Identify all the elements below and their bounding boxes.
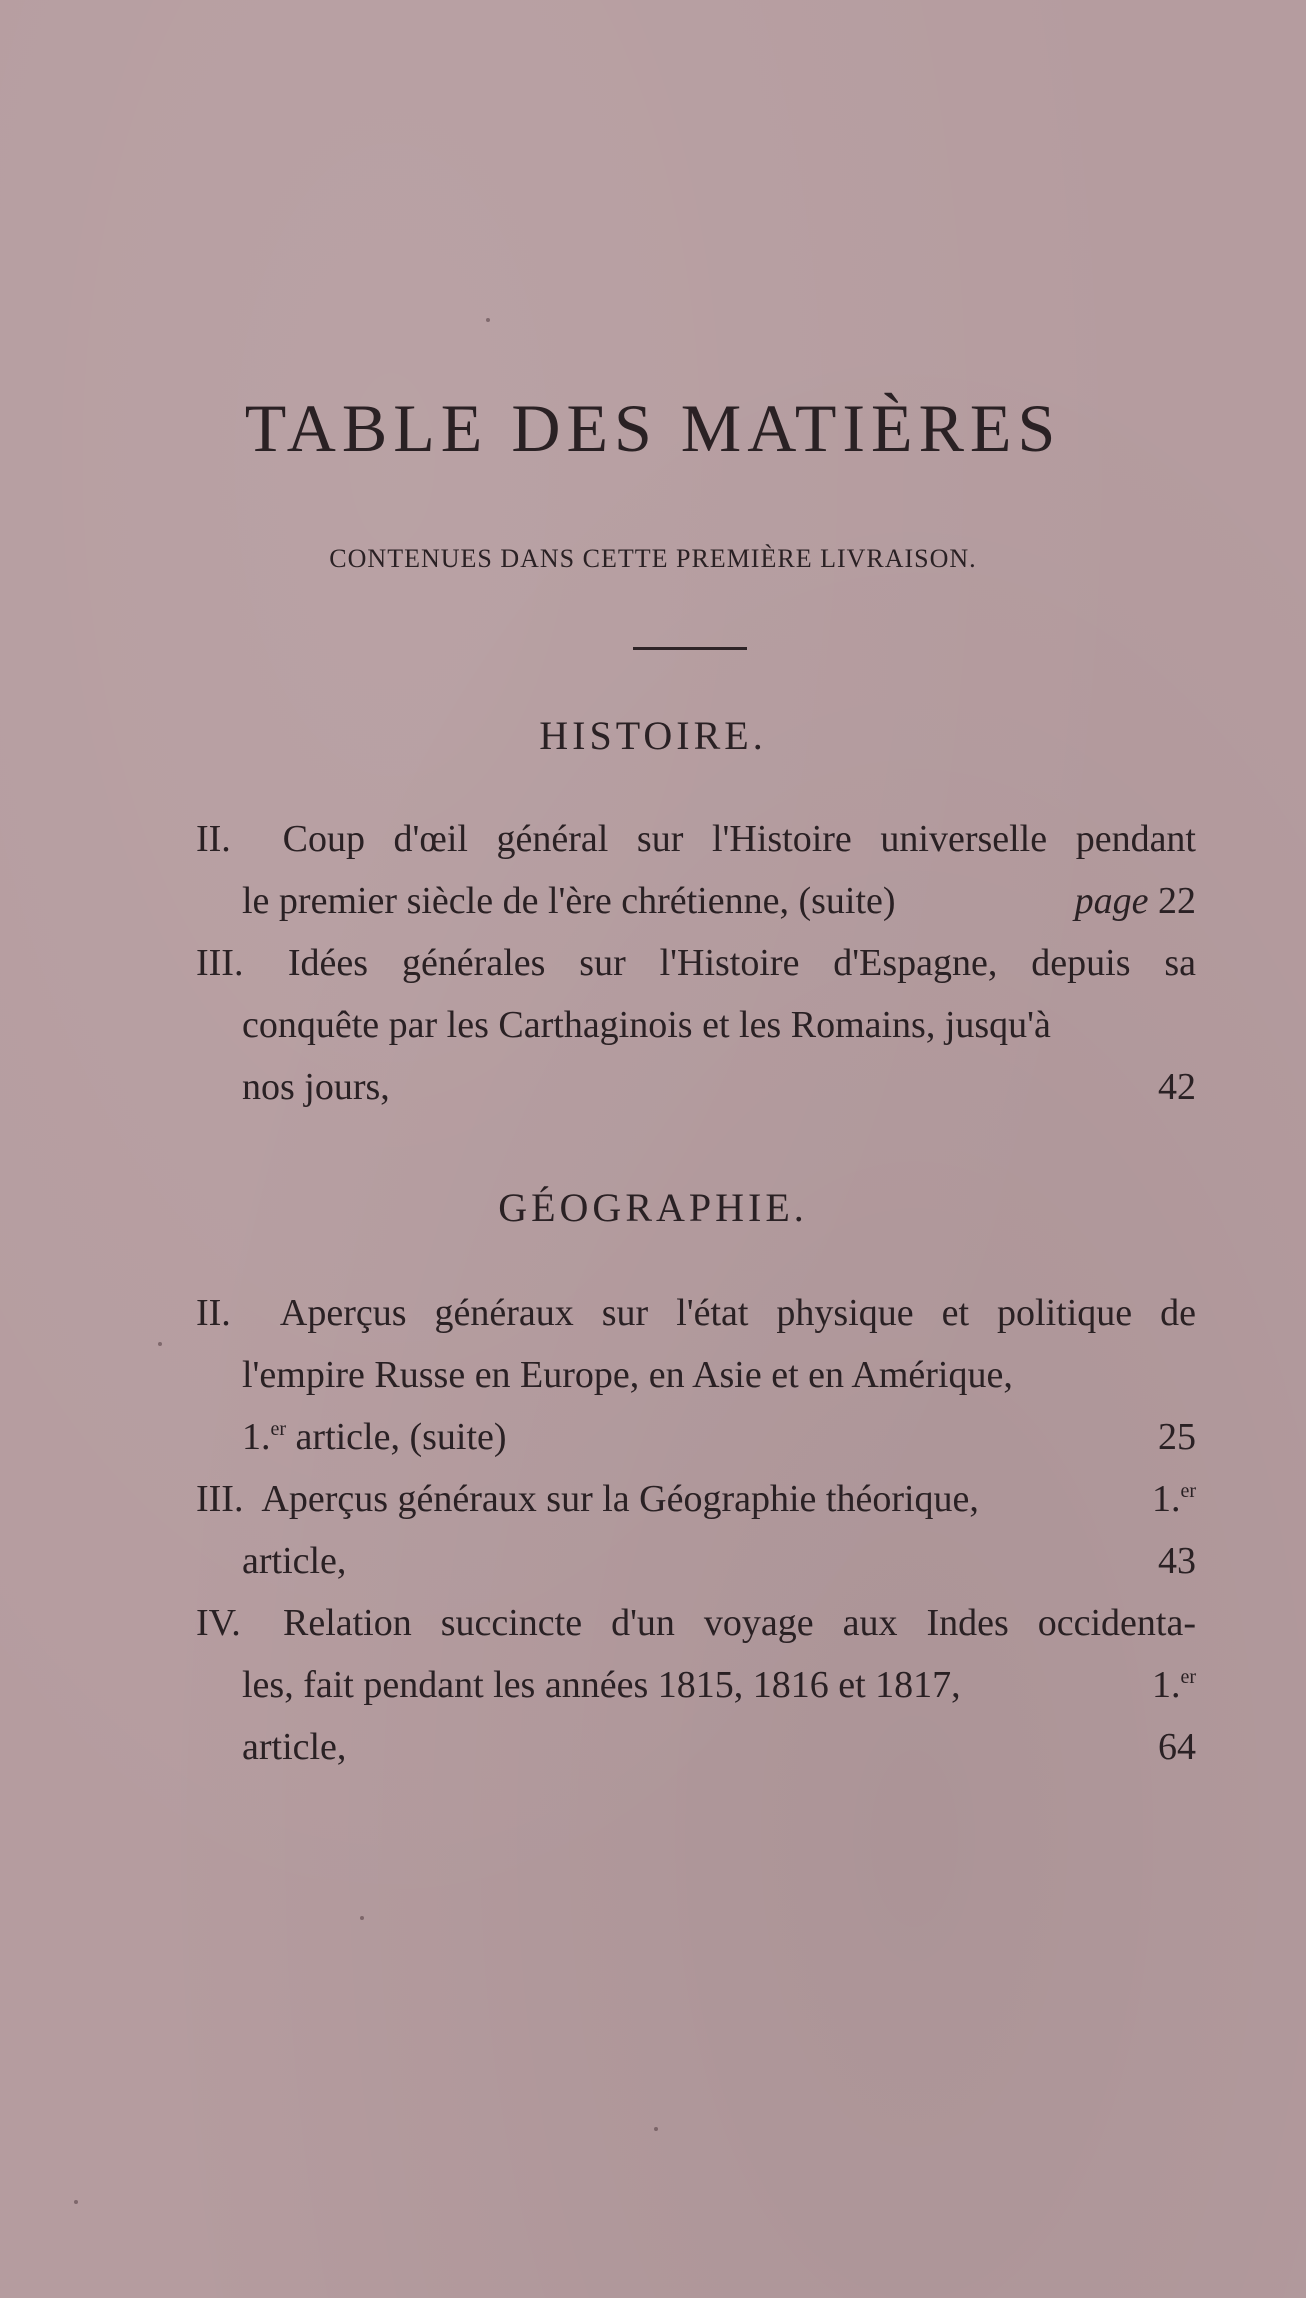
article-ordinal (1152, 1468, 1196, 1530)
entry-text: les, fait pendant les années 1815, 1816 et 1817, (242, 1664, 961, 1706)
entry-text: le premier siècle de l'ère chrétienne, (suite) (242, 880, 896, 922)
entry-text: Aperçus généraux sur la Géographie théorique, (261, 1478, 979, 1520)
entry-number: II. (196, 818, 231, 860)
entry-text: Relation succincte d'un voyage aux Indes occidenta- (282, 1602, 1196, 1644)
paper-speck (654, 2127, 658, 2131)
page-label: page (1074, 880, 1149, 922)
entry-number: III. (196, 1478, 244, 1520)
entry-text: Coup d'œil général sur l'Histoire universelle pendant (282, 818, 1196, 860)
entry-line (196, 1282, 1196, 1344)
toc-entry-histoire-iii (196, 932, 1196, 1118)
entry-line (196, 994, 1196, 1056)
toc-entry-geographie-iv (196, 1592, 1196, 1778)
toc-entry-geographie-ii (196, 1282, 1196, 1468)
toc-entry-histoire-ii (196, 808, 1196, 932)
ordinal-suffix: er (270, 1418, 287, 1440)
entry-line (196, 808, 1196, 870)
ordinal-number: 1. (1151, 1664, 1181, 1706)
entry-number: IV. (196, 1602, 241, 1644)
entry-line (196, 1468, 1196, 1530)
entry-text: article, (242, 1726, 347, 1768)
page-subtitle: CONTENUES DANS CETTE PREMIÈRE LIVRAISON. (329, 544, 977, 573)
entry-text: l'empire Russe en Europe, en Asie et en Amérique, (242, 1354, 1013, 1396)
article-ordinal (242, 1416, 286, 1458)
article-ordinal (1152, 1654, 1196, 1716)
entry-text: article, (242, 1540, 347, 1582)
page-number: 42 (1158, 1066, 1196, 1108)
section-heading-histoire: HISTOIRE. (539, 713, 767, 758)
entry-number: II. (196, 1292, 231, 1334)
entry-text: nos jours, (242, 1066, 390, 1108)
entry-line (196, 1716, 1196, 1778)
entry-text: Idées générales sur l'Histoire d'Espagne, depuis sa (287, 942, 1196, 984)
entry-line (196, 1592, 1196, 1654)
entry-line (196, 932, 1196, 994)
entry-line (196, 870, 1196, 932)
entry-line (196, 1056, 1196, 1118)
ordinal-number: 1. (242, 1416, 271, 1458)
toc-entry-geographie-iii (196, 1468, 1196, 1592)
entry-text: Aperçus généraux sur l'état physique et politique de (279, 1292, 1196, 1334)
page-title: TABLE DES MATIÈRES (244, 390, 1062, 466)
section-heading-geographie: GÉOGRAPHIE. (498, 1185, 808, 1230)
paper-speck (486, 318, 490, 322)
page-reference (1075, 870, 1196, 932)
entry-number: III. (196, 942, 244, 984)
paper-speck (74, 2200, 78, 2204)
page-number: 64 (1158, 1726, 1196, 1768)
paper-speck (360, 1916, 364, 1920)
page-number: 25 (1158, 1416, 1196, 1458)
title-divider (633, 647, 747, 650)
ordinal-number: 1. (1151, 1478, 1181, 1520)
entry-line (196, 1344, 1196, 1406)
entry-text: conquête par les Carthaginois et les Romains, jusqu'à (242, 1004, 1051, 1046)
ordinal-suffix: er (1180, 1480, 1196, 1502)
entry-line (196, 1654, 1196, 1716)
entry-line (196, 1406, 1196, 1468)
paper-speck (158, 1342, 162, 1346)
page-number: 43 (1158, 1540, 1196, 1582)
entry-text: article, (suite) (295, 1416, 507, 1458)
page-number: 22 (1158, 880, 1196, 922)
entry-line (196, 1530, 1196, 1592)
ordinal-suffix: er (1180, 1666, 1196, 1688)
